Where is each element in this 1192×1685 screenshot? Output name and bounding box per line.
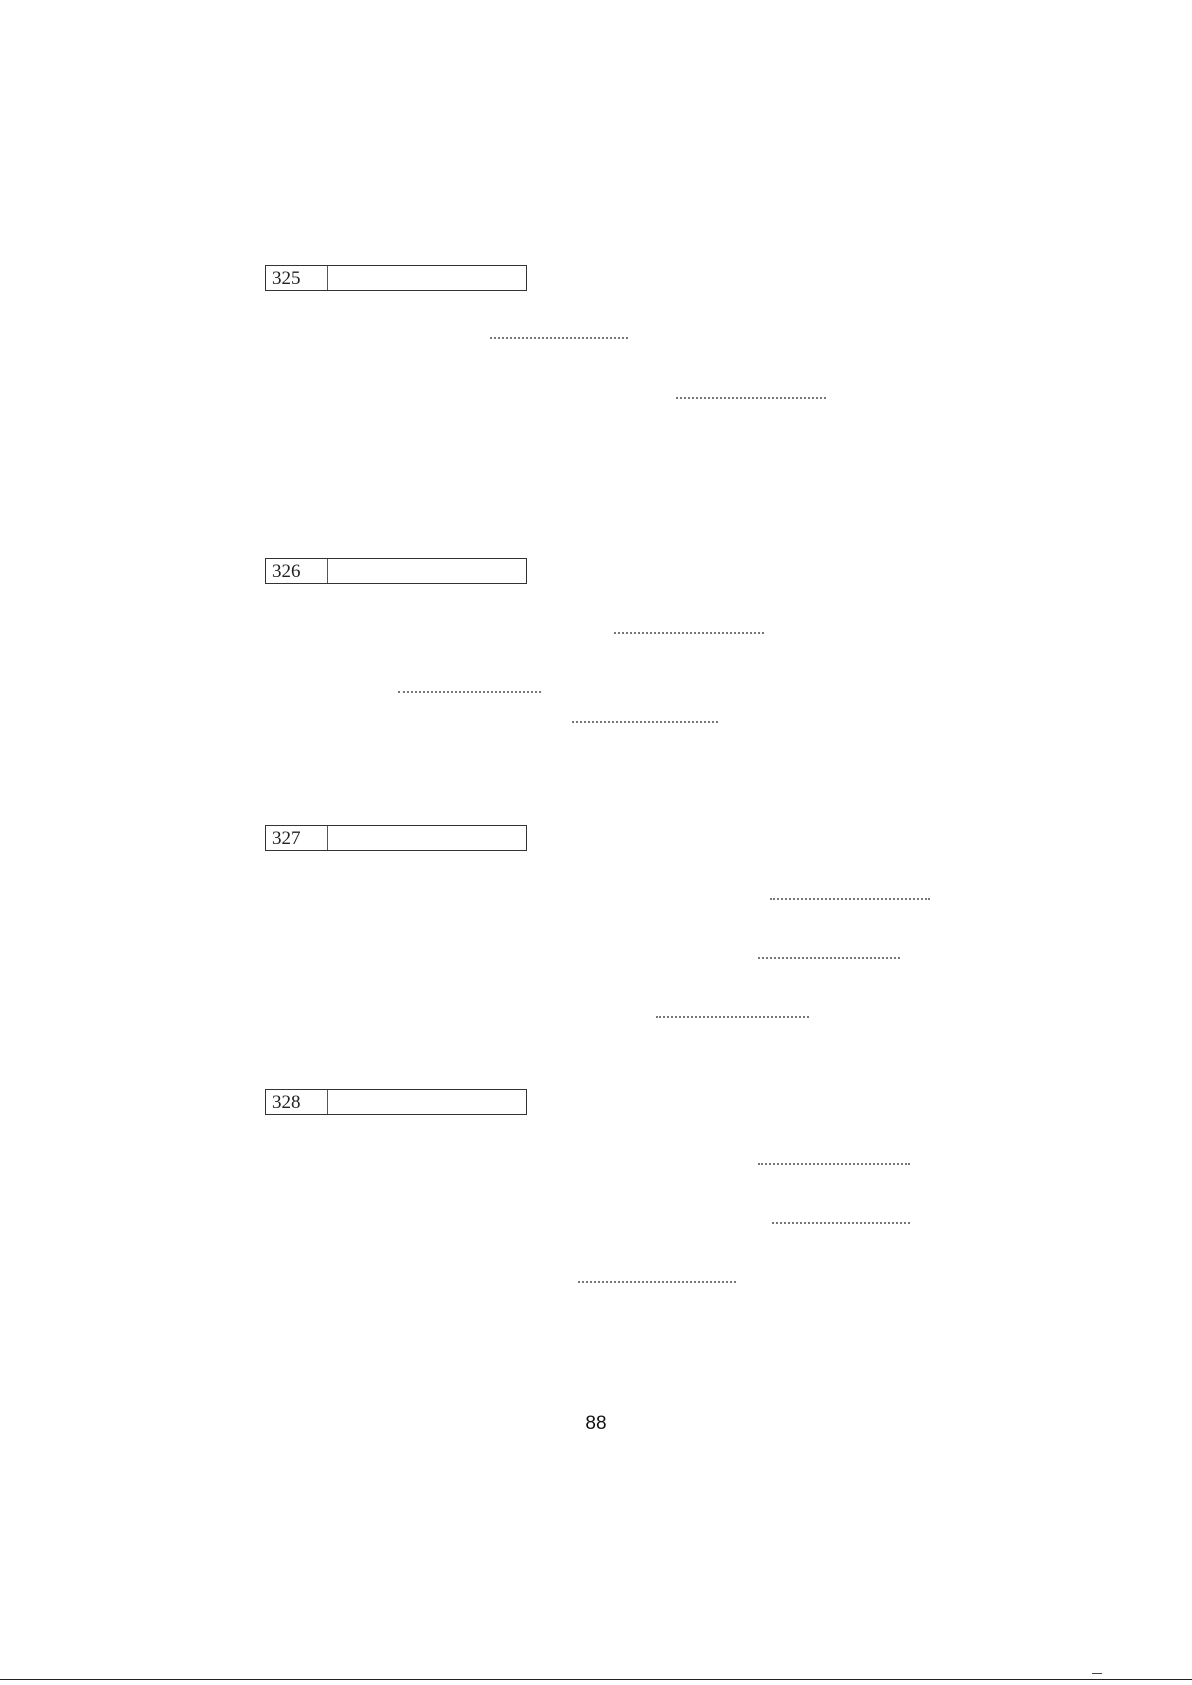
question-box-325 bbox=[265, 265, 527, 291]
answer-field[interactable] bbox=[328, 826, 526, 850]
question-number: 327 bbox=[266, 826, 328, 850]
answer-field[interactable] bbox=[328, 1090, 526, 1114]
answer-field[interactable] bbox=[328, 559, 526, 583]
answer-blank[interactable] bbox=[490, 337, 628, 339]
answer-blank[interactable] bbox=[770, 898, 930, 900]
question-box-326 bbox=[265, 558, 527, 584]
answer-blank[interactable] bbox=[578, 1281, 736, 1283]
footer-rule bbox=[0, 1679, 1192, 1680]
question-box-328 bbox=[265, 1089, 527, 1115]
question-number: 328 bbox=[266, 1090, 328, 1114]
answer-field[interactable] bbox=[328, 266, 526, 290]
answer-blank[interactable] bbox=[614, 632, 764, 634]
answer-blank[interactable] bbox=[758, 957, 900, 959]
answer-blank[interactable] bbox=[676, 397, 826, 399]
answer-blank[interactable] bbox=[758, 1163, 910, 1165]
question-number: 325 bbox=[266, 266, 328, 290]
question-number: 326 bbox=[266, 559, 328, 583]
answer-blank[interactable] bbox=[772, 1222, 910, 1224]
question-box-327 bbox=[265, 825, 527, 851]
footer-mark bbox=[1092, 1673, 1102, 1674]
page-number: 88 bbox=[585, 1413, 607, 1434]
answer-blank[interactable] bbox=[656, 1016, 809, 1018]
answer-blank[interactable] bbox=[398, 691, 541, 693]
answer-blank[interactable] bbox=[572, 721, 718, 723]
